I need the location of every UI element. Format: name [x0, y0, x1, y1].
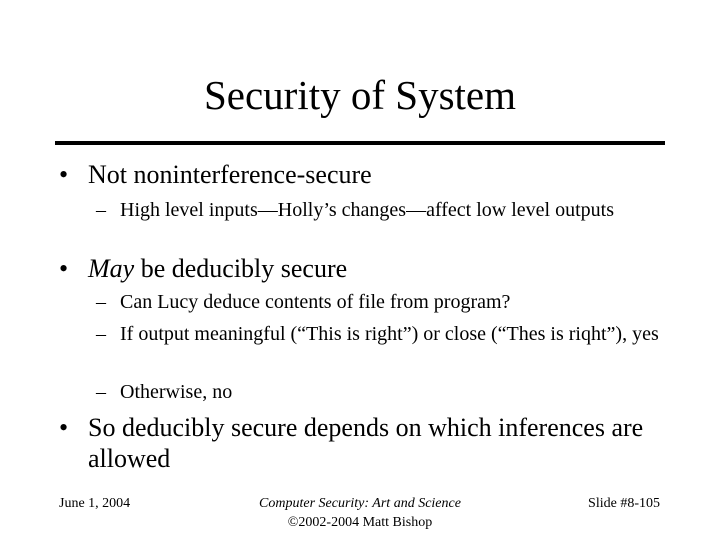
emphasis-text: May	[88, 254, 135, 283]
footer-course: Computer Security: Art and Science	[259, 496, 461, 511]
bullet-text: So deducibly secure depends on which inferences are allowed	[88, 413, 644, 473]
sub-bullet-text: If output meaningful (“This is right”) or close (“Thes is riqht”), yes	[120, 323, 659, 345]
sub-bullet-item	[96, 380, 666, 405]
footer-slide-number: Slide #8-105	[588, 496, 660, 511]
sub-bullet-text: Otherwise, no	[120, 381, 233, 403]
sub-bullet-text: High level inputs—Holly’s changes—affect low level outputs	[120, 199, 614, 221]
bullet-marker: •	[59, 160, 69, 189]
footer-copyright: ©2002-2004 Matt Bishop	[287, 515, 433, 530]
bullet-item	[59, 159, 679, 190]
sub-bullet-item	[96, 322, 666, 347]
sub-bullet-marker: –	[96, 381, 106, 403]
bullet-text: Not noninterference-secure	[88, 160, 372, 189]
footer-course-info	[180, 494, 540, 532]
title-divider	[55, 141, 665, 145]
footer-date: June 1, 2004	[59, 496, 131, 511]
bullet-marker: •	[59, 413, 69, 442]
bullet-marker: •	[59, 254, 69, 283]
bullet-item	[59, 412, 679, 474]
sub-bullet-marker: –	[96, 323, 106, 345]
bullet-item	[59, 253, 679, 284]
slide-title: Security of System	[203, 72, 517, 118]
sub-bullet-marker: –	[96, 291, 106, 313]
sub-bullet-marker: –	[96, 199, 106, 221]
bullet-text: be deducibly secure	[134, 254, 348, 283]
sub-bullet-text: Can Lucy deduce contents of file from program?	[120, 291, 511, 313]
sub-bullet-item	[96, 290, 666, 315]
sub-bullet-item	[96, 198, 666, 223]
